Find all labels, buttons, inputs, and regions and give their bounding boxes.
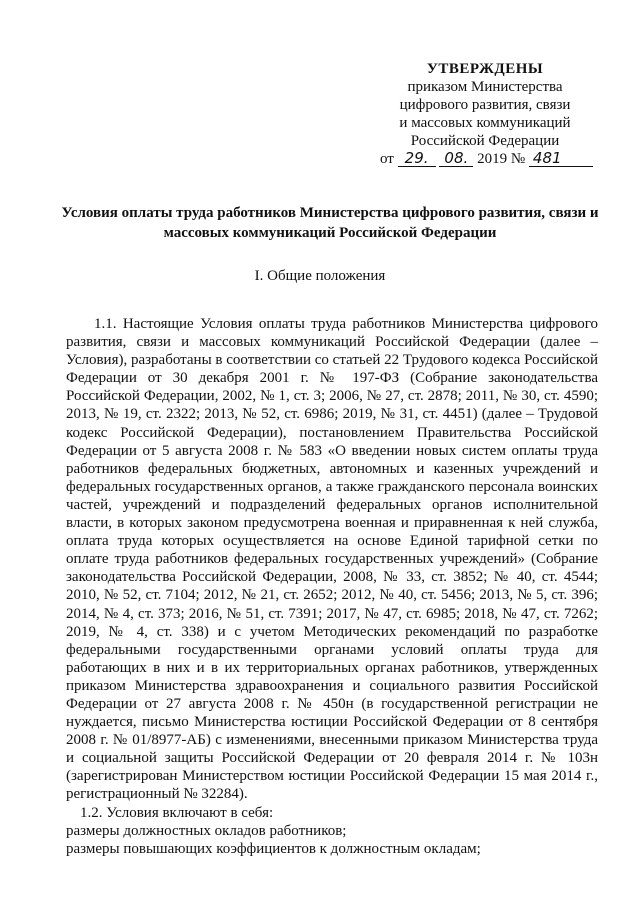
date-prefix: от xyxy=(380,151,394,167)
document-body xyxy=(66,315,598,858)
paragraph-1-1: 1.1. Настоящие Условия оплаты труда работников Министерства цифрового развития, связи и массовых коммуникаций Российской Федерации (далее – Условия), разработаны в соответствии со статьей 22 Трудового кодекса Российской Федерации от 30 декабря 2001 г. № 197-ФЗ (Собрание законодательства Российской Федерации, 2002, № 1, ст. 3; 2006, № 27, ст. 2878; 2011, № 30, ст. 4590; 2013, № 19, ст. 2322; 2013, № 52, ст. 6986; 2019, № 31, ст. 4451) (далее – Трудовой кодекс Российской Федерации), постановлением Правительства Российской Федерации от 5 августа 2008 г. № 583 «О введении новых систем оплаты труда работников федеральных бюджетных, автономных и казенных учреждений и федеральных государственных органов, а также гражданского персонала воинских частей, учреждений и подразделений федеральных органов исполнительной власти, в которых законом предусмотрена военная и приравненная к ней служба, оплата труда которых осуществляется на основе Единой тарифной сетки по оплате труда работников федеральных государственных учреждений» (Собрание законодательства Российской Федерации, 2008, № 33, ст. 3852; № 40, ст. 4544; 2010, № 52, ст. 7104; 2012, № 21, ст. 2652; 2012, № 40, ст. 5456; 2013, № 5, ст. 396; 2014, № 4, ст. 373; 2016, № 51, ст. 7391; 2017, № 47, ст. 6985; 2018, № 47, ст. 7262; 2019, № 4, ст. 338) и с учетом Методических рекомендаций по разработке федеральными государственными органами условий оплаты труда для работающих в них и в их территориальных органах работников, утвержденных приказом Министерства здравоохранения и социального развития Российской Федерации от 27 августа 2008 г. № 450н (в государственной регистрации не нуждается, письмо Министерства юстиции Российской Федерации от 8 сентября 2008 г. № 01/8977-АБ) с изменениями, внесенными приказом Министерства труда и социальной защиты Российской Федерации от 20 февраля 2014 г. № 103н (зарегистрирован Министерством юстиции Российской Федерации 15 мая 2014 г., регистрационный № 32284). xyxy=(66,316,598,803)
list-item: размеры должностных окладов работников; xyxy=(66,822,347,839)
approval-line-4: Российской Федерации xyxy=(410,133,560,149)
approval-heading: УТВЕРЖДЕНЫ xyxy=(426,61,544,77)
handwritten-month: 08. xyxy=(439,150,473,167)
approval-stamp xyxy=(370,60,600,168)
document-title: Условия оплаты труда работников Министерства цифрового развития, связи и массовых коммуникаций Российской Федерации xyxy=(61,205,599,241)
date-year: 2019 № xyxy=(477,151,526,167)
list-item: размеры повышающих коэффициентов к должностным окладам; xyxy=(66,840,481,857)
approval-line-3: и массовых коммуникаций xyxy=(399,115,571,131)
approval-date-line xyxy=(380,150,600,168)
handwritten-order-number: 481 xyxy=(529,150,593,167)
paragraph-1-2: 1.2. Условия включают в себя: xyxy=(80,804,274,821)
handwritten-day: 29. xyxy=(398,150,436,167)
approval-line-1: приказом Министерства xyxy=(407,79,563,95)
approval-line-2: цифрового развития, связи xyxy=(399,97,571,113)
section-heading: I. Общие положения xyxy=(254,268,386,284)
